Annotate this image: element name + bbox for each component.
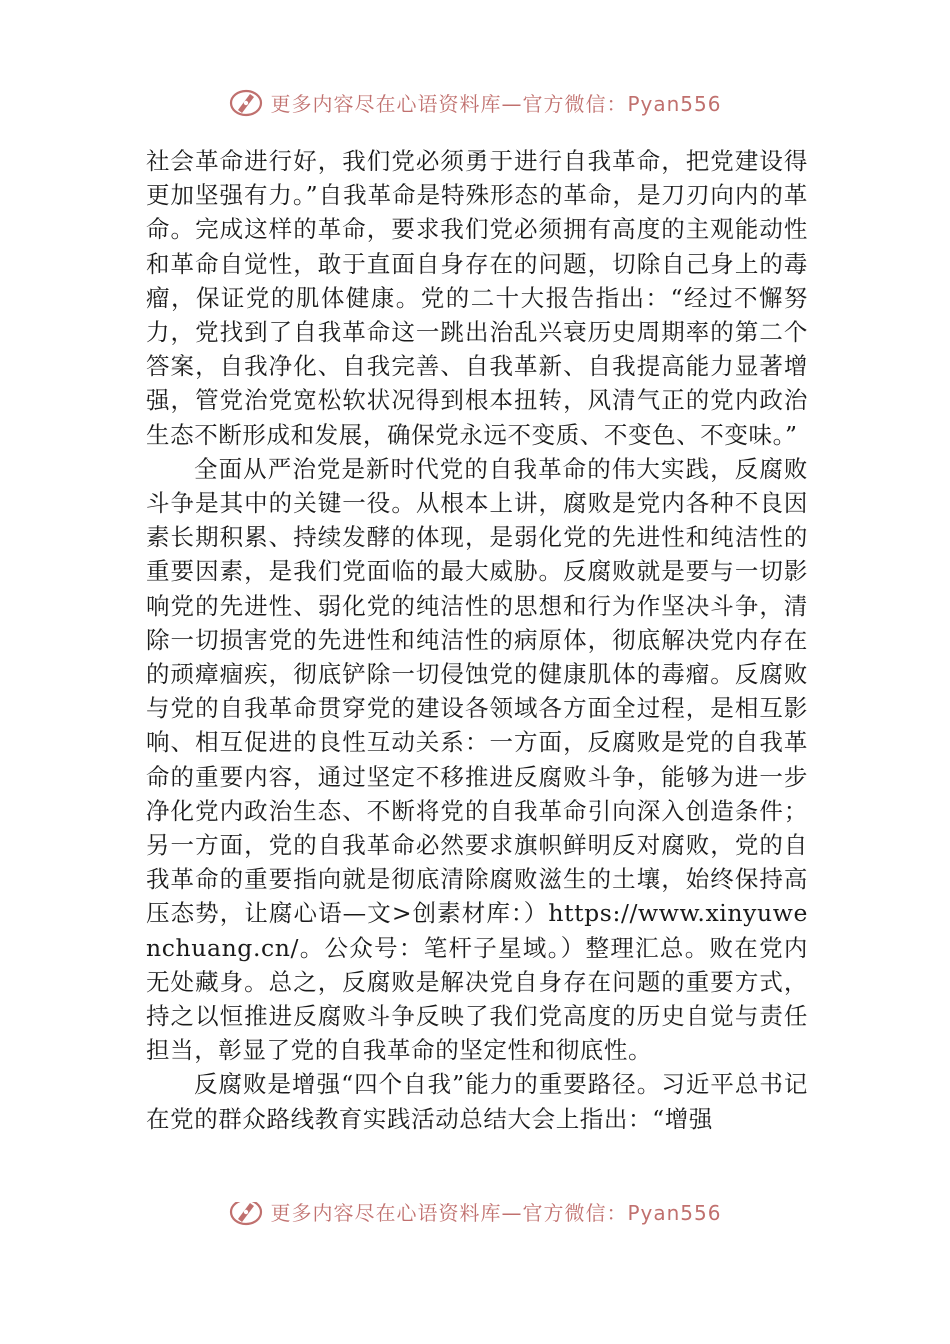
document-body xyxy=(146,144,808,1136)
footer-watermark xyxy=(0,1202,950,1232)
paragraph-anti-corruption: 全面从严治党是新时代党的自我革命的伟大实践，反腐败斗争是其中的关键一役。从根本上讲，腐败是党内各种不良因素长期积累、持续发酵的体现，是弱化党的先进性和纯洁性的重要因素，是我们党面临的最大威胁。反腐败就是要与一切影响党的先进性、弱化党的纯洁性的思想和行为作坚决斗争，清除一切损害党的先进性和纯洁性的病原体，彻底解决党内存在的顽瘴痼疾，彻底铲除一切侵蚀党的健康肌体的毒瘤。反腐败与党的自我革命贯穿党的建设各领域各方面全过程，是相互影响、相互促进的良性互动关系：一方面，反腐败是党的自我革命的重要内容，通过坚定不移推进反腐败斗争，能够为进一步净化党内政治生态、不断将党的自我革命引向深入创造条件；另一方面，党的自我革命必然要求旗帜鲜明反对腐败，党的自我革命的重要指向就是彻底清除腐败滋生的土壤，始终保持高压态势，让腐心语—文>创素材库：）https://www.xinyuwenchuang.cn/。公众号：笔杆子星域。）整理汇总。败在党内无处藏身。总之，反腐败是解决党自身存在问题的重要方式，持之以恒推进反腐败斗争反映了我们党高度的历史自觉与责任担当，彰显了党的自我革命的坚定性和彻底性。 xyxy=(146,454,808,1065)
watermark-text: 更多内容尽在心语资料库—官方微信：Pyan556 xyxy=(270,1202,722,1225)
pen-nib-logo-icon xyxy=(228,1202,264,1227)
paragraph-four-self: 反腐败是增强“四个自我”能力的重要路径。习近平总书记在党的群众路线教育实践活动总结大会上指出：“增强 xyxy=(146,1070,808,1133)
pen-nib-logo-icon xyxy=(228,86,264,118)
watermark-text: 更多内容尽在心语资料库—官方微信：Pyan556 xyxy=(270,91,722,116)
paragraph-continued: 社会革命进行好，我们党必须勇于进行自我革命，把党建设得更加坚强有力。”自我革命是特殊形态的革命，是刀刃向内的革命。完成这样的革命，要求我们党必须拥有高度的主观能动性和革命自觉性，敢于直面自身存在的问题，切除自己身上的毒瘤，保证党的肌体健康。党的二十大报告指出：“经过不懈努力，党找到了自我革命这一跳出治乱兴衰历史周期率的第二个答案，自我净化、自我完善、自我革新、自我提高能力显著增强，管党治党宽松软状况得到根本扭转，风清气正的党内政治生态不断形成和发展，确保党永远不变质、不变色、不变味。” xyxy=(146,147,808,449)
header-watermark xyxy=(0,82,950,122)
